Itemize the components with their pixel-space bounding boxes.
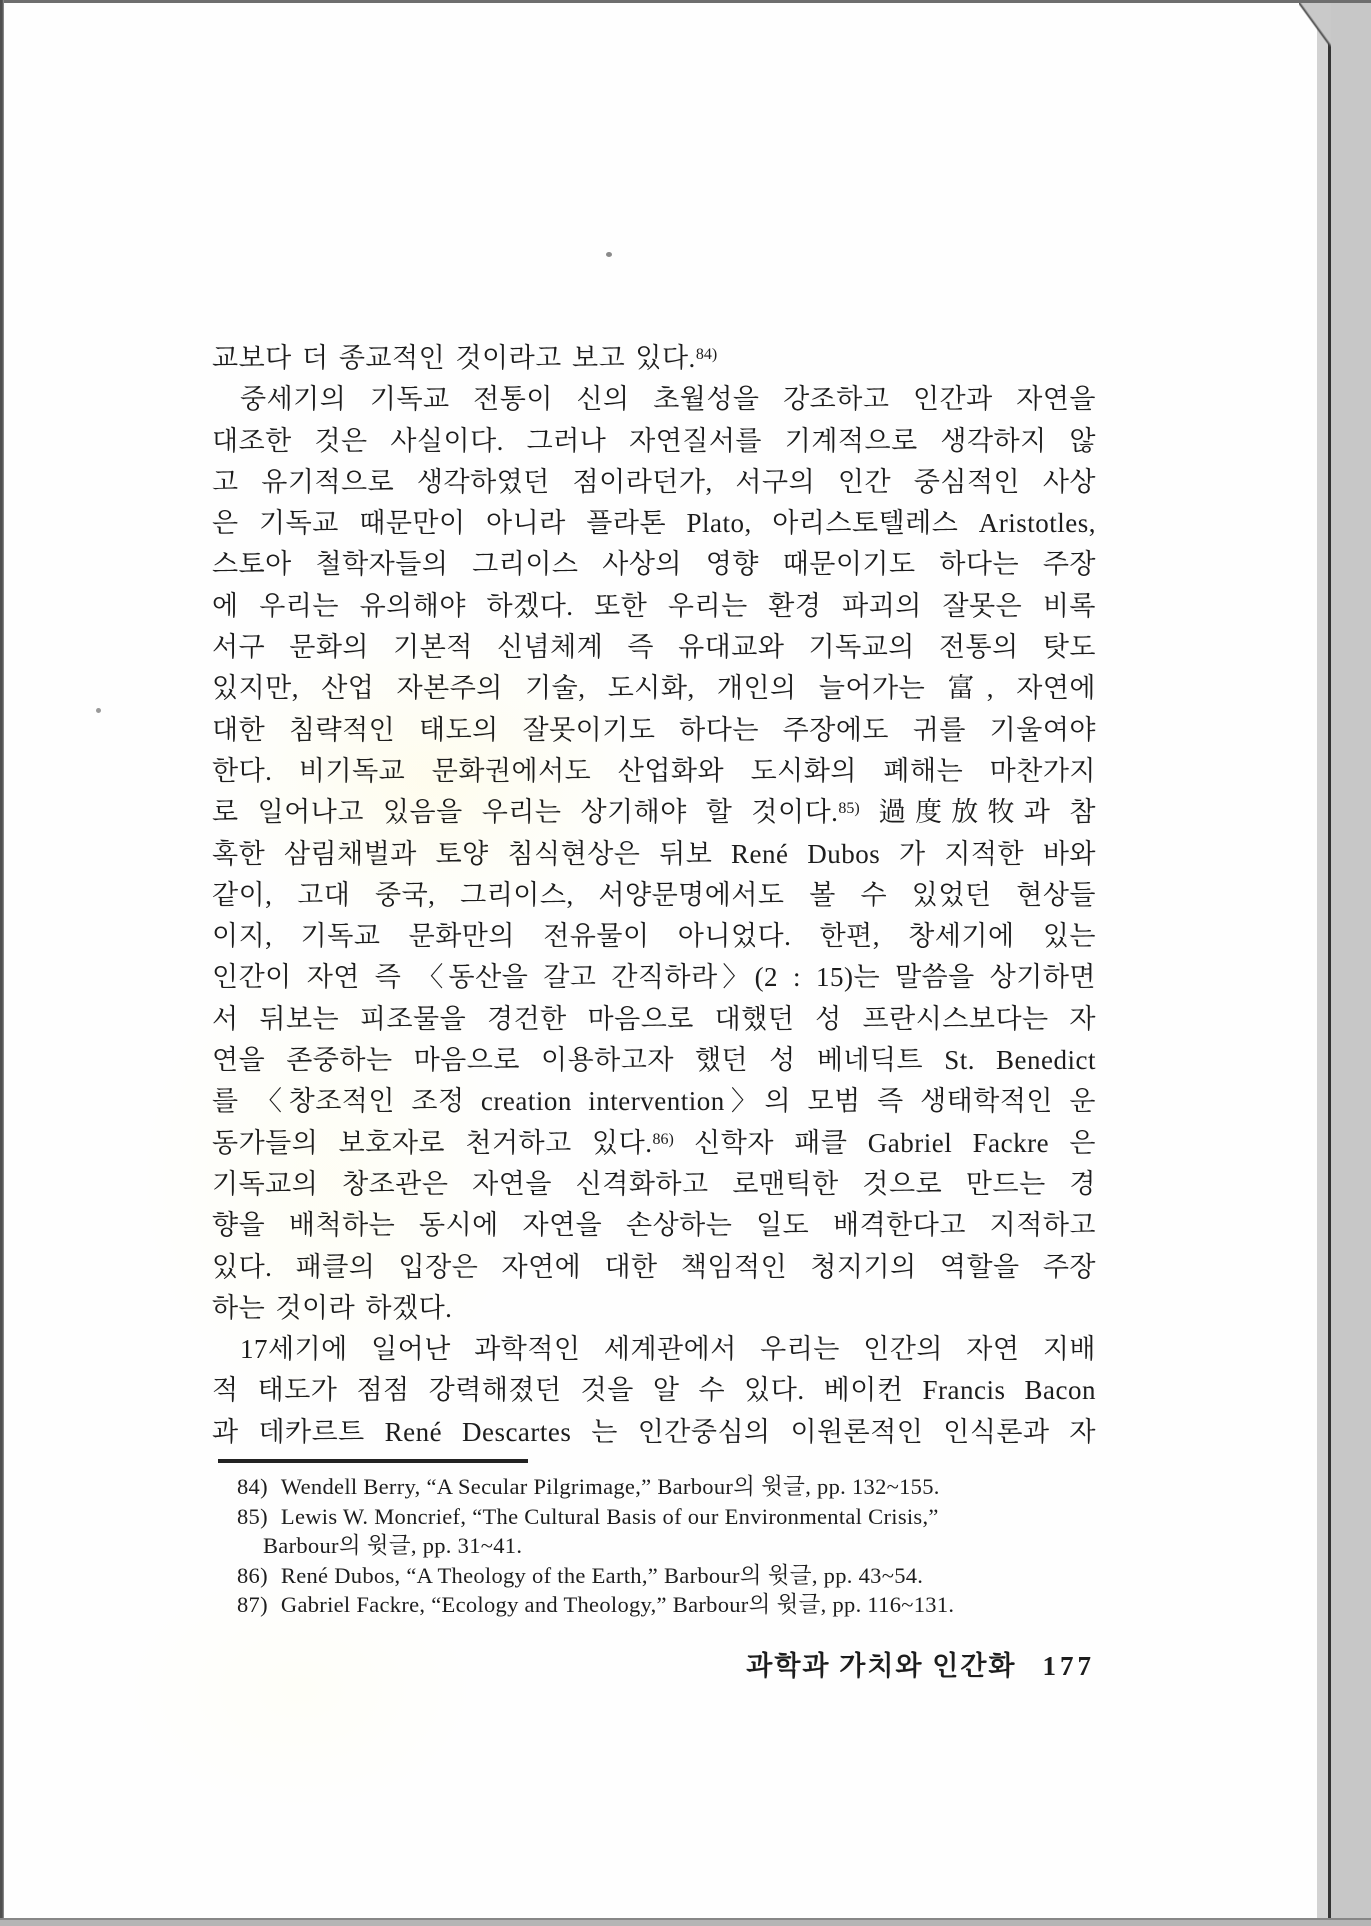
body-text-line [212, 957, 1096, 998]
body-text-segment: 있지만, 산업 자본주의 기술, 도시화, 개인의 늘어가는 富, 자연에 [212, 673, 1096, 704]
body-text-segment: 하는 것이라 하겠다. [212, 1292, 453, 1323]
body-text-segment: 대한 침략적인 태도의 잘못이기도 하다는 주장에도 귀를 기울여야 [212, 714, 1096, 745]
body-text-line [212, 792, 1096, 833]
footnote-number: 86) [237, 1562, 268, 1588]
body-text-segment: 한다. 비기독교 문화권에서도 산업화와 도시화의 폐해는 마찬가지 [212, 755, 1096, 786]
body-text-segment: 같이, 고대 중국, 그리이스, 서양문명에서도 볼 수 있었던 현상들 [212, 879, 1096, 910]
footnote-reference: 85) [838, 800, 860, 818]
body-text-line [212, 338, 1096, 379]
body-text-line [212, 627, 1096, 668]
body-text-segment: 고 유기적으로 생각하였던 점이라던가, 서구의 인간 중심적인 사상 [212, 466, 1096, 497]
body-text-line [212, 875, 1096, 916]
body-text-line [212, 1040, 1096, 1081]
footnote-text: René Dubos, “A Theology of the Earth,” Barbour의 윗글, pp. 43~54. [280, 1562, 924, 1588]
body-text-line [212, 462, 1096, 503]
footnote-entry [237, 1472, 1095, 1502]
footnote-reference: 86) [652, 1130, 674, 1148]
footnote-entry [237, 1590, 1095, 1620]
body-text-line [212, 710, 1096, 751]
body-text-line [212, 668, 1096, 709]
footnote-text: Wendell Berry, “A Secular Pilgrimage,” Barbour의 윗글, pp. 132~155. [280, 1474, 940, 1499]
scan-border-top [0, 0, 1371, 3]
scan-speck [96, 708, 101, 713]
body-text-segment: 향을 배척하는 동시에 자연을 손상하는 일도 배격한다고 지적하고 [212, 1210, 1096, 1241]
body-text-line [212, 1205, 1096, 1246]
page-number: 177 [1042, 1651, 1095, 1681]
body-text-segment: 서 뒤보는 피조물을 경건한 마음으로 대했던 성 프란시스보다는 자 [212, 1003, 1096, 1034]
body-text-segment: 중세기의 기독교 전통이 신의 초월성을 강조하고 인간과 자연을 [240, 384, 1096, 415]
body-text-segment: 동가들의 보호자로 천거하고 있다. [212, 1127, 653, 1158]
body-text-line [212, 379, 1096, 420]
running-title: 과학과 가치와 인간화 [746, 1651, 1017, 1681]
scan-border-bottom [0, 1918, 1371, 1926]
body-text-segment: 인간이 자연 즉 〈동산을 갈고 간직하라〉(2 : 15)는 말씀을 상기하면 [212, 962, 1096, 993]
body-text-segment: 17세기에 일어난 과학적인 세계관에서 우리는 인간의 자연 지배 [240, 1334, 1096, 1365]
body-text-line [212, 1123, 1096, 1164]
scan-border-left [0, 0, 4, 1926]
footnote-continuation [237, 1531, 1095, 1561]
body-text-line [212, 916, 1096, 957]
footnote-entry [237, 1502, 1095, 1532]
footnote-number: 84) [237, 1474, 268, 1499]
footnote-number: 87) [237, 1592, 268, 1617]
body-text-line [212, 586, 1096, 627]
footnote-reference: 84) [695, 346, 718, 363]
body-text [212, 338, 1096, 1453]
body-text-segment: 혹한 삼림채벌과 토양 침식현상은 뒤보 René Dubos 가 지적한 바와 [212, 838, 1096, 869]
page-edge-band [1317, 3, 1328, 1918]
body-text-segment: 은 기독교 때문만이 아니라 플라톤 Plato, 아리스토텔레스 Aristotles, [212, 508, 1096, 539]
body-text-segment: 이지, 기독교 문화만의 전유물이 아니었다. 한편, 창세기에 있는 [212, 921, 1096, 952]
body-text-segment: 과 데카르트 René Descartes 는 인간중심의 이원론적인 인식론과 자 [212, 1416, 1096, 1447]
body-text-segment: 서구 문화의 기본적 신념체계 즉 유대교와 기독교의 전통의 탓도 [212, 632, 1096, 663]
body-text-line [212, 1081, 1096, 1122]
body-text-line [212, 503, 1096, 544]
footnote-text: Barbour의 윗글, pp. 31~41. [263, 1533, 523, 1558]
body-text-line [212, 834, 1096, 875]
body-text-segment: 過度放牧과 참 [859, 797, 1096, 828]
body-text-line [212, 1370, 1096, 1411]
body-text-line [212, 751, 1096, 792]
body-text-line [212, 1288, 1096, 1329]
body-text-segment: 에 우리는 유의해야 하겠다. 또한 우리는 환경 파괴의 잘못은 비록 [212, 590, 1096, 621]
body-text-line [212, 544, 1096, 585]
page-footer [212, 1644, 1095, 1683]
footnote-block [237, 1472, 1095, 1620]
body-text-segment: 스토아 철학자들의 그리이스 사상의 영향 때문이기도 하다는 주장 [212, 549, 1096, 580]
body-text-segment: 있다. 패클의 입장은 자연에 대한 책임적인 청지기의 역할을 주장 [212, 1251, 1096, 1282]
footnote-number: 85) [237, 1503, 268, 1529]
body-text-line [212, 999, 1096, 1040]
scan-speck [606, 252, 612, 257]
body-text-segment: 교보다 더 종교적인 것이라고 보고 있다. [212, 343, 696, 373]
body-text-line [212, 421, 1096, 462]
body-text-segment: 를 〈창조적인 조정 creation intervention〉의 모범 즉 생태학적인 운 [212, 1086, 1096, 1117]
body-text-line [212, 1164, 1096, 1205]
footnote-text: Gabriel Fackre, “Ecology and Theology,” Barbour의 윗글, pp. 116~131. [280, 1592, 955, 1617]
body-text-line [212, 1412, 1096, 1453]
body-text-segment: 대조한 것은 사실이다. 그러나 자연질서를 기계적으로 생각하지 않 [212, 425, 1096, 456]
body-text-segment: 연을 존중하는 마음으로 이용하고자 했던 성 베네딕트 St. Benedict [212, 1045, 1096, 1076]
scanner-background [1331, 3, 1371, 1918]
body-text-segment: 기독교의 창조관은 자연을 신격화하고 로맨틱한 것으로 만드는 경 [212, 1168, 1096, 1199]
body-text-segment: 신학자 패클 Gabriel Fackre 은 [673, 1127, 1096, 1158]
footnote-entry [237, 1561, 1095, 1591]
page-corner-bevel [1299, 3, 1331, 47]
body-text-line [212, 1329, 1096, 1370]
body-text-line [212, 1247, 1096, 1288]
footnote-separator-rule [218, 1459, 528, 1463]
body-text-segment: 로 일어나고 있음을 우리는 상기해야 할 것이다. [212, 797, 839, 828]
body-text-segment: 적 태도가 점점 강력해졌던 것을 알 수 있다. 베이컨 Francis Bacon [212, 1375, 1096, 1406]
footnote-text: Lewis W. Moncrief, “The Cultural Basis of our Environmental Crisis,” [280, 1503, 939, 1529]
